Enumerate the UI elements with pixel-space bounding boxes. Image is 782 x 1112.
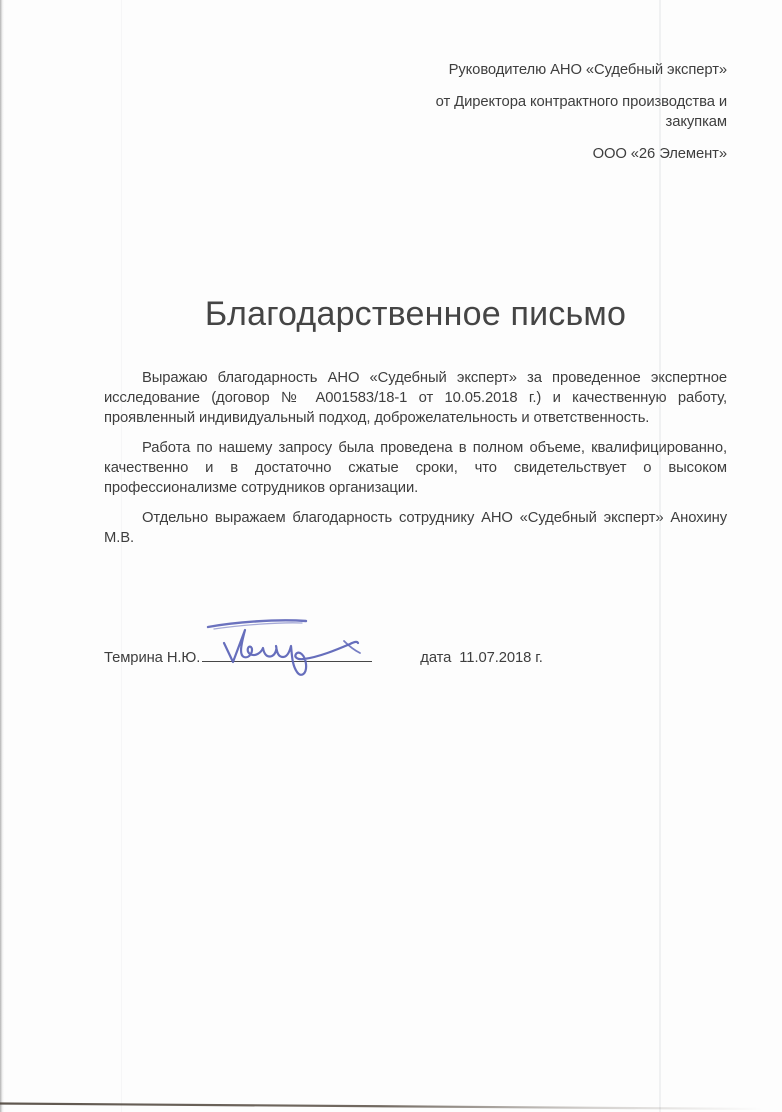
sender-line — [300, 92, 727, 132]
signature-block — [104, 643, 727, 668]
sender-line-1: от Директора контрактного производства и — [435, 94, 727, 110]
paragraph-2: Работа по нашему запросу была проведена в полном объеме, квалифицированно, качественно и в достаточно сжатые сроки, что свидетельствует о высоком профессионализме сотрудников организации. — [104, 440, 727, 496]
sender-organization: ООО «26 Элемент» — [592, 146, 727, 162]
paragraph-1: Выражаю благодарность АНО «Судебный эксперт» за проведенное экспертное исследование (договор № А001583/18-1 от 10.05.2018 г.) и качественную работу, проявленный индивидуальный подход, доброжелательность и ответственность. — [104, 370, 727, 426]
letter-header — [0, 0, 782, 164]
letter-title: Благодарственное письмо — [204, 295, 627, 333]
scan-streak-vertical-faint — [121, 0, 122, 1112]
signatory-name: Темрина Н.Ю. — [104, 650, 201, 666]
scan-edge-left — [0, 0, 4, 1112]
date-value: 11.07.2018 г. — [459, 650, 543, 666]
scan-edge-bottom-icon — [0, 1100, 782, 1112]
scan-streak-vertical — [659, 0, 661, 1112]
date-label: дата — [420, 650, 452, 666]
paragraph-3: Отдельно выражаем благодарность сотруднику АНО «Судебный эксперт» Анохину М.В. — [104, 510, 727, 546]
letter-body — [104, 368, 727, 548]
signature-date — [420, 650, 542, 666]
signature-line — [202, 643, 372, 662]
recipient-line: Руководителю АНО «Судебный эксперт» — [448, 62, 727, 78]
sender-line-2: закупкам — [665, 114, 727, 130]
